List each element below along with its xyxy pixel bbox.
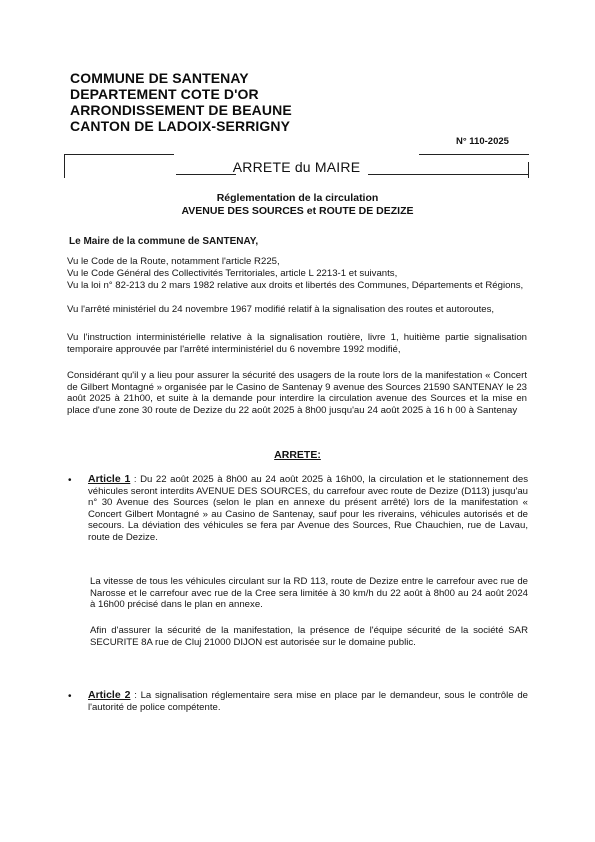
header-departement: DEPARTEMENT COTE D'OR	[70, 86, 259, 102]
vu-item: Vu le Code de la Route, notamment l'article R225,	[67, 256, 280, 267]
header-arrondissement: ARRONDISSEMENT DE BEAUNE	[70, 102, 292, 118]
article-1-paragraph: Afin d'assurer la sécurité de la manifestation, la présence de l'équipe sécurité de la société SAR SECURITE 8A rue de Cluj 21000 DIJON est autorisée sur le domaine public.	[90, 625, 528, 648]
vu-item: Vu le Code Général des Collectivités Territoriales, article L 2213-1 et suivants,	[67, 268, 398, 279]
decree-subject	[60, 192, 535, 218]
frame-top-right-line	[419, 154, 529, 155]
article-1-label: Article 1	[88, 473, 131, 485]
article-1	[88, 474, 528, 544]
bullet-icon: •	[68, 475, 72, 486]
subject-line-2: AVENUE DES SOURCES et ROUTE DE DEZIZE	[181, 205, 414, 217]
commune-header	[70, 70, 292, 134]
considering-paragraph: Considérant qu'il y a lieu pour assurer la sécurité des usagers de la route lors de la manifestation « Concert de Gilbert Montagné » organisée par le Casino de Santenay 9 avenue des Sources 21590 SANTENAY le 23 août 2025 à 21h00, et suite à la demande pour interdire la circulation avenue des Sources et la mise en place d'une zone 30 route de Dezize du 22 août 2025 à 8h00 jusqu'au 24 août 2025 à 16 h 00 à Santenay	[67, 370, 527, 416]
vu-item: Vu la loi n° 82-213 du 2 mars 1982 relative aux droits et libertés des Communes, Départements et Régions,	[67, 280, 524, 291]
article-1-paragraph: La vitesse de tous les véhicules circulant sur la RD 113, route de Dezize entre le carrefour avec rue de Narosse et le carrefour avec rue de la Cree sera limitée à 30 km/h du 22 août à 8h00 au 24 août 2024 à 16h00 précisé dans le plan en annexe.	[90, 576, 528, 611]
subject-line-1: Réglementation de la circulation	[216, 192, 379, 204]
article-1-text: : Du 22 août 2025 à 8h00 au 24 août 2025 à 16h00, la circulation et le stationnement des véhicules seront interdits AVENUE DES SOURCES, du carrefour avec route de Dezize (D113) jusqu'au n° 30 Avenue des Sources (selon le plan en annexe du présent arrêté) lors de la manifestation « Concert Gilbert Montagné » au Casino de Santenay, sauf pour les riverains, véhicules autorisés et de secours. La déviation des véhicules se fera par Avenue des Sources, Rue Chauchien, rue de Lavau, route de Dezize.	[88, 474, 528, 543]
vu-item: Vu l'instruction interministérielle relative à la signalisation routière, livre 1, huitième partie signalisation temporaire approuvée par l'arrêté interministériel du 6 novembre 1992 modifié,	[67, 332, 527, 355]
article-2	[88, 690, 528, 713]
frame-top-left-line	[64, 154, 174, 155]
article-2-text: : La signalisation réglementaire sera mise en place par le demandeur, sous le contrôle de l'autorité de police compétente.	[88, 690, 528, 713]
title-frame	[64, 154, 529, 178]
arrete-heading: ARRETE:	[274, 449, 321, 461]
mayor-intro: Le Maire de la commune de SANTENAY,	[69, 236, 259, 247]
article-2-label: Article 2	[88, 689, 131, 701]
page-title: ARRETE du MAIRE	[232, 159, 361, 175]
header-canton: CANTON DE LADOIX-SERRIGNY	[70, 118, 291, 134]
vu-item: Vu l'arrêté ministériel du 24 novembre 1967 modifié relatif à la signalisation des routes et autoroutes,	[67, 304, 495, 315]
decree-number: N° 110-2025	[456, 136, 509, 147]
header-commune: COMMUNE DE SANTENAY	[70, 70, 249, 86]
bullet-icon: •	[68, 691, 72, 702]
